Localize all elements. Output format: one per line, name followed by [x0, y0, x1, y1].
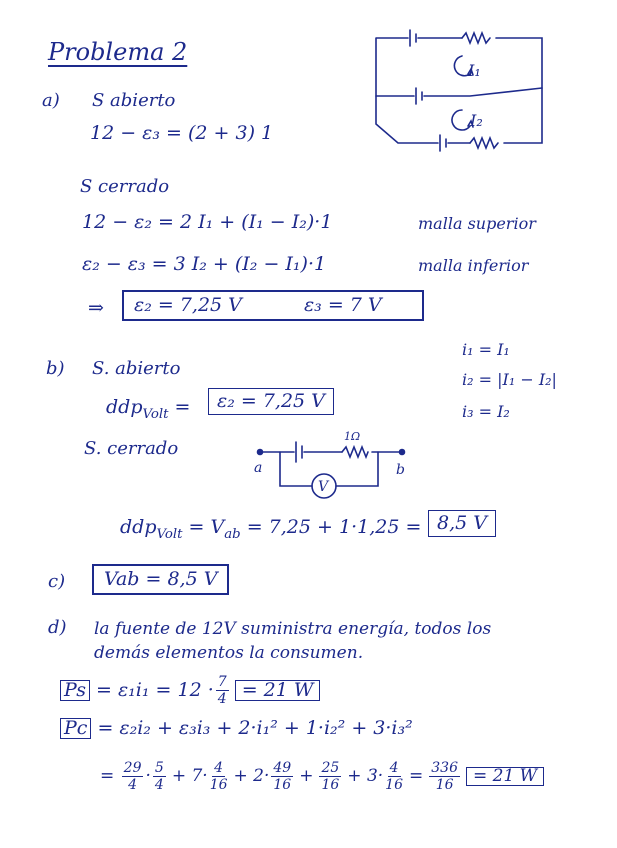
b-closed-result: 8,5 V: [428, 510, 496, 537]
a-equation-1: 12 − ε₃ = (2 + 3) 1: [90, 122, 274, 144]
current-def-2: i₂ = |I₁ − I₂|: [462, 370, 557, 389]
node-b: b: [396, 462, 405, 478]
a-equation-2-note: malla superior: [418, 214, 536, 233]
ps-result: = 21 W: [235, 680, 321, 701]
d-text-line-1: la fuente de 12V suministra energía, todos los: [94, 619, 492, 639]
pc-equation: Pc = ε₂i₂ + ε₃i₃ + 2·i₁² + 1·i₂² + 3·i₃²: [60, 718, 413, 739]
b-switch-closed: S. cerrado: [84, 438, 179, 459]
loop-current-1: I₁: [468, 61, 481, 80]
current-def-1: i₁ = I₁: [462, 340, 510, 359]
a-switch-closed: S cerrado: [80, 176, 170, 197]
a-result-e3: ε₃ = 7 V: [303, 294, 382, 316]
a-equation-3: ε₂ − ε₃ = 3 I₂ + (I₂ − I₁)·1: [82, 253, 327, 275]
b-ddp-result: ε₂ = 7,25 V: [208, 388, 334, 415]
implies-arrow: ⇒: [88, 297, 104, 319]
part-b-label: b): [46, 358, 65, 379]
c-result: Vab = 8,5 V: [92, 564, 229, 595]
b-ddp-label: ddp$_{Volt}$ =: [106, 396, 191, 422]
circuit-diagram-voltmeter: [252, 430, 412, 500]
pc-result: = 21 W: [466, 767, 544, 786]
loop-current-2: I₂: [470, 111, 483, 130]
page-title: Problema 2: [48, 38, 188, 66]
ps-equation: Ps = ε₁i₁ = 12 · $\frac{7}{4}$ = 21 W: [60, 674, 320, 707]
b-closed-equation: $ddp_{Volt} = V_{ab} = 7,25 + 1\cdot 1,25$ =: [120, 516, 422, 542]
current-def-3: i₃ = I₂: [462, 402, 510, 421]
part-c-label: c): [48, 571, 66, 592]
a-result-e2: ε₂ = 7,25 V: [134, 294, 242, 316]
pc-sum: = $\frac{29}{4}$ · $\frac{5}{4}$ + 7· $\frac{4}{16}$ + 2· $\frac{49}{16}$ + $\frac{25}{16}$ + 3· $\frac{4}{16}$ = $\frac{336}{16}$ = 21 W: [100, 760, 544, 793]
resistor-value: 1Ω: [344, 430, 361, 443]
voltmeter-symbol: V: [318, 479, 329, 495]
node-a: a: [254, 460, 263, 476]
a-equation-3-note: malla inferior: [418, 256, 529, 275]
d-text-line-2: demás elementos la consumen.: [94, 643, 364, 663]
circuit-diagram-main: [370, 28, 570, 153]
b-switch-open: S. abierto: [92, 358, 181, 379]
part-d-label: d): [48, 617, 67, 638]
pc-symbol: Pc: [60, 718, 91, 739]
part-a-label: a): [42, 90, 60, 111]
ps-symbol: Ps: [60, 680, 90, 701]
a-equation-2: 12 − ε₂ = 2 I₁ + (I₁ − I₂)·1: [82, 211, 333, 233]
a-result-box: [122, 290, 424, 321]
a-switch-open: S abierto: [92, 90, 176, 111]
